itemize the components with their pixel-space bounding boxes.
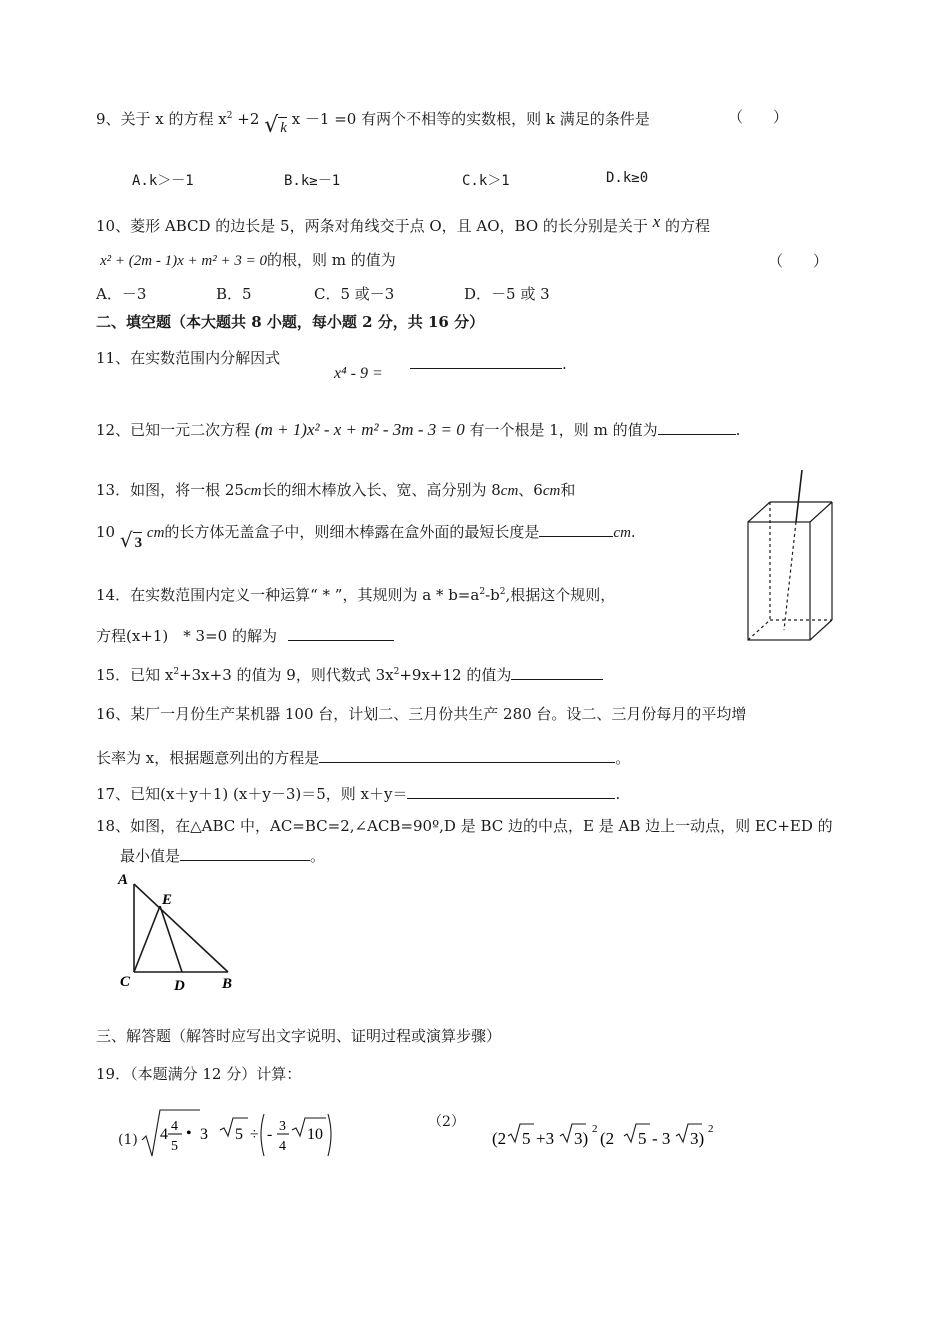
q12-answer-blank[interactable] bbox=[658, 418, 736, 435]
svg-text:•: • bbox=[186, 1125, 192, 1142]
svg-text:+3: +3 bbox=[536, 1129, 555, 1148]
q12-line: 12、已知一元二次方程 (m + 1)x² - x + m² - 3m - 3 = 0 有一个根是 1，则 m 的值为 . bbox=[96, 420, 741, 439]
svg-text:2: 2 bbox=[708, 1123, 714, 1135]
q11-answer-blank[interactable] bbox=[410, 352, 562, 369]
q13-line2: 10 √ 3 cm的长方体无盖盒子中，则细木棒露在盒外面的最短长度是 cm. bbox=[96, 520, 636, 543]
q15-answer-blank[interactable] bbox=[511, 663, 603, 680]
svg-text:4: 4 bbox=[160, 1126, 168, 1143]
q18-answer-blank[interactable] bbox=[180, 844, 310, 861]
q10-line1: 10、菱形 ABCD 的边长是 5，两条对角线交于点 O，且 AO，BO 的长分别是关于 x 的方程 bbox=[96, 212, 711, 235]
side-ab bbox=[134, 884, 228, 972]
q16-line1: 16、某厂一月份生产某机器 100 台，计划二、三月份共生产 280 台。设二、三月份每月的平均增 bbox=[96, 705, 747, 723]
label-e: E bbox=[162, 892, 173, 908]
svg-text:3): 3) bbox=[690, 1129, 705, 1148]
label-a: A bbox=[118, 872, 129, 888]
right-paren bbox=[328, 1114, 331, 1156]
label-b: B bbox=[222, 976, 233, 992]
svg-text:÷: ÷ bbox=[250, 1126, 259, 1143]
q18-line2: 最小值是 。 bbox=[120, 844, 325, 866]
svg-text:3): 3) bbox=[574, 1129, 589, 1148]
svg-text:4: 4 bbox=[171, 1119, 178, 1134]
box-hidden-edge bbox=[748, 620, 770, 640]
svg-text:5: 5 bbox=[522, 1129, 531, 1148]
stick-inside bbox=[784, 522, 796, 630]
svg-text:(2: (2 bbox=[492, 1129, 507, 1148]
radical-5 bbox=[220, 1118, 248, 1136]
q9-text: 9、关于 x 的方程 $x^2 +2$ √ k x －1 =0 有两个不相等的实数根，则 k 满足的条件是 bbox=[96, 110, 650, 138]
q10-option-c: C．5 或－3 bbox=[314, 285, 395, 303]
svg-text:10: 10 bbox=[307, 1126, 323, 1143]
box-front-face bbox=[748, 522, 810, 640]
q17-line: 17、已知(x＋y＋1) (x＋y－3)＝5，则 x＋y＝ . bbox=[96, 782, 620, 804]
left-paren bbox=[261, 1114, 264, 1156]
svg-text:3: 3 bbox=[279, 1119, 286, 1134]
svg-text:5: 5 bbox=[638, 1129, 647, 1148]
svg-text:5: 5 bbox=[171, 1139, 178, 1154]
q10-line2: x² + (2m - 1)x + m² + 3 = 0的根，则 m 的值为 bbox=[100, 251, 396, 269]
q13-line1: 13．如图，将一根 25cm长的细木棒放入长、宽、高分别为 8cm、6cm和 bbox=[96, 481, 576, 499]
q11-text: 11、在实数范围内分解因式 bbox=[96, 349, 281, 367]
q14-line1: 14．在实数范围内定义一种运算“ * ”，其规则为 $a * b=a^2-b^2$,根据这个规则， bbox=[96, 586, 616, 604]
q11-formula: x⁴ - 9 = bbox=[334, 365, 383, 382]
box-edge bbox=[810, 502, 832, 522]
q14-line2: 方程(x+1) * 3=0 的解为 bbox=[96, 624, 394, 646]
q15-line: 15．已知 $x^2+3x+3$ 的值为 9，则代数式 $3x^2+9x+12$ 的值为 bbox=[96, 662, 603, 685]
q10-answer-paren: （ ） bbox=[768, 252, 829, 270]
svg-text:- 3: - 3 bbox=[652, 1129, 671, 1148]
q14-answer-blank[interactable] bbox=[288, 624, 394, 641]
q10-option-b: B．5 bbox=[216, 285, 252, 303]
q11-answer: . bbox=[410, 352, 567, 374]
svg-text:4: 4 bbox=[279, 1139, 286, 1154]
label-d: D bbox=[174, 978, 185, 994]
q19-part1-expression bbox=[140, 1106, 350, 1164]
svg-text:5: 5 bbox=[235, 1126, 243, 1143]
svg-text:2: 2 bbox=[592, 1123, 598, 1135]
segment-ed bbox=[160, 906, 182, 972]
q19-part2-expression bbox=[490, 1114, 730, 1154]
svg-text:(2: (2 bbox=[600, 1129, 615, 1148]
q12-formula: (m + 1)x² - x + m² - 3m - 3 = 0 bbox=[254, 420, 465, 439]
q19-title: 19．（本题满分 12 分）计算： bbox=[96, 1065, 302, 1083]
q10-option-d: D．－5 或 3 bbox=[464, 285, 550, 303]
q19-part1-label: (1) bbox=[118, 1132, 138, 1148]
q16-answer-blank[interactable] bbox=[319, 746, 615, 763]
segment-ce bbox=[134, 906, 160, 972]
q18-line1: 18、如图，在△ABC 中，AC=BC=2,∠ACB=90º,D 是 BC 边的中点，E 是 AB 边上一动点，则 EC+ED 的 bbox=[96, 817, 833, 835]
q13-answer-blank[interactable] bbox=[539, 520, 613, 537]
q9-option-d: D.k≥0 bbox=[606, 170, 649, 186]
section-3-heading: 三、解答题（解答时应写出文字说明、证明过程或演算步骤） bbox=[96, 1027, 502, 1045]
q10-option-a: A．－3 bbox=[96, 285, 147, 303]
triangle-figure bbox=[110, 868, 250, 996]
q10-equation: x² + (2m - 1)x + m² + 3 = 0 bbox=[100, 253, 267, 269]
svg-text:-: - bbox=[267, 1126, 273, 1143]
q16-line2: 长率为 x，根据题意列出的方程是 。 bbox=[96, 746, 630, 768]
stick-visible bbox=[796, 470, 802, 522]
svg-text:3: 3 bbox=[200, 1126, 208, 1143]
box-edge bbox=[810, 620, 832, 640]
label-c: C bbox=[120, 974, 131, 990]
box-edge bbox=[748, 502, 770, 522]
box-figure bbox=[740, 470, 850, 650]
q9-option-c: C.k＞1 bbox=[462, 173, 510, 189]
q19-part2-label: （2） bbox=[428, 1114, 465, 1130]
q9-answer-paren: （ ） bbox=[728, 108, 789, 126]
section-2-heading: 二、填空题（本大题共 8 小题，每小题 2 分，共 16 分） bbox=[96, 313, 485, 331]
q9-option-a: A.k＞－1 bbox=[132, 173, 194, 189]
q9-option-b: B.k≥－1 bbox=[284, 173, 341, 189]
q17-answer-blank[interactable] bbox=[407, 782, 615, 799]
